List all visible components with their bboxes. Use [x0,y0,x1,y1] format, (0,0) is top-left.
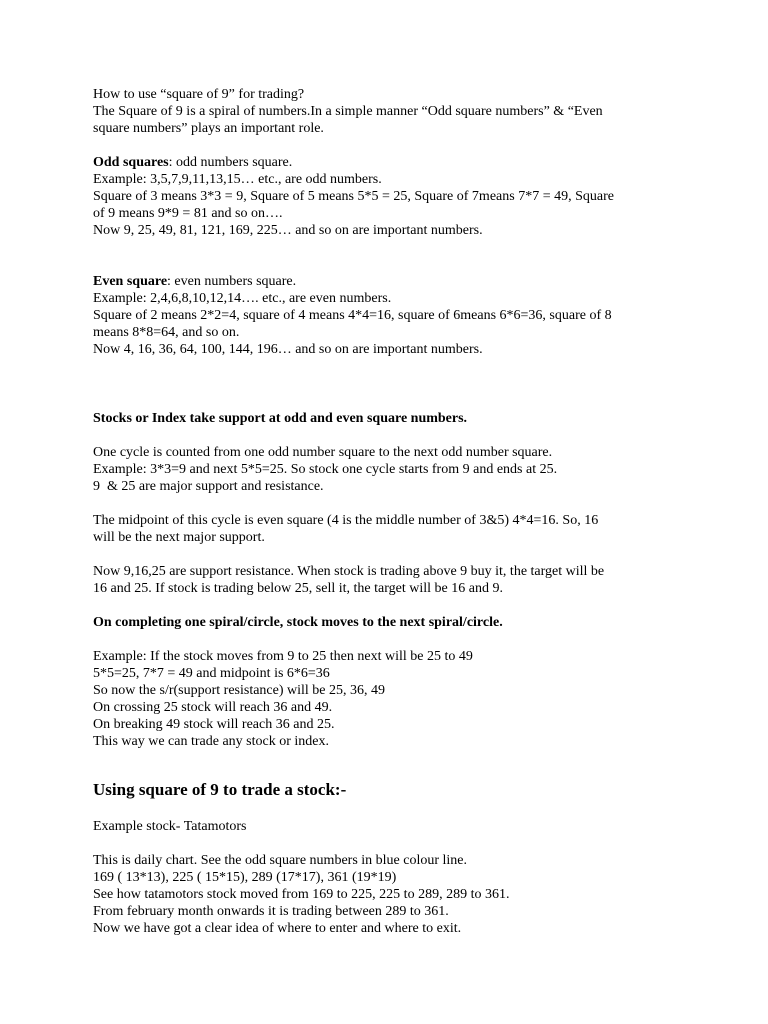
cycle-line-3: 9 & 25 are major support and resistance. [93,479,324,494]
document-body [93,86,683,937]
even-example: Example: 2,4,6,8,10,12,14…. etc., are even numbers. [93,291,392,306]
even-squares-label: Even square [93,274,168,289]
support-heading-text: Stocks or Index take support at odd and even square numbers. [93,411,468,426]
cycle-line-1: One cycle is counted from one odd number square to the next odd number square. [93,445,553,460]
cycle-paragraph [93,444,683,495]
intro-line-2: square numbers” plays an important role. [93,121,324,136]
odd-squares-label: Odd squares [93,155,169,170]
odd-squares-paragraph [93,154,683,239]
chart-text-line-1: This is daily chart. See the odd square numbers in blue colour line. [93,853,468,868]
chart-text-line-3: See how tatamotors stock moved from 169 to 225, 225 to 289, 289 to 361. [93,887,510,902]
example-2-line-2: 5*5=25, 7*7 = 49 and midpoint is 6*6=36 [93,666,330,681]
even-squares-paragraph [93,273,683,358]
cycle-line-2: Example: 3*3=9 and next 5*5=25. So stock one cycle starts from 9 and ends at 25. [93,462,558,477]
section-title: Using square of 9 to trade a stock:- [93,780,347,799]
midpoint-paragraph [93,512,683,546]
spiral-heading [93,614,683,631]
example-2-line-1: Example: If the stock moves from 9 to 25 then next will be 25 to 49 [93,649,473,664]
even-means-1: Square of 2 means 2*2=4, square of 4 means 4*4=16, square of 6means 6*6=36, square of 8 [93,308,612,323]
odd-now: Now 9, 25, 49, 81, 121, 169, 225… and so on are important numbers. [93,223,483,238]
example-2-line-6: This way we can trade any stock or index. [93,734,329,749]
trade-paragraph [93,563,683,597]
support-heading [93,410,683,427]
intro-line-1: The Square of 9 is a spiral of numbers.In a simple manner “Odd square numbers” & “Even [93,104,603,119]
even-now: Now 4, 16, 36, 64, 100, 144, 196… and so on are important numbers. [93,342,483,357]
even-squares-desc: : even numbers square. [167,274,297,289]
chart-text-line-5: Now we have got a clear idea of where to enter and where to exit. [93,921,462,936]
intro-paragraph [93,86,683,137]
trade-line-2: 16 and 25. If stock is trading below 25, sell it, the target will be 16 and 9. [93,581,503,596]
chart-description-paragraph [93,852,683,937]
odd-means-2: of 9 means 9*9 = 81 and so on…. [93,206,283,221]
example-2-line-3: So now the s/r(support resistance) will be 25, 36, 49 [93,683,386,698]
odd-squares-intro [93,154,683,171]
trade-line-1: Now 9,16,25 are support resistance. When stock is trading above 9 buy it, the target will be [93,564,605,579]
even-means-2: means 8*8=64, and so on. [93,325,240,340]
intro-question: How to use “square of 9” for trading? [93,87,305,102]
midpoint-line-1: The midpoint of this cycle is even square (4 is the middle number of 3&5) 4*4=16. So, 16 [93,513,599,528]
example-2-paragraph [93,648,683,750]
example-stock: Example stock- Tatamotors [93,819,247,834]
spiral-heading-text: On completing one spiral/circle, stock moves to the next spiral/circle. [93,615,503,630]
midpoint-line-2: will be the next major support. [93,530,265,545]
example-2-line-5: On breaking 49 stock will reach 36 and 25. [93,717,335,732]
even-squares-intro [93,273,683,290]
chart-text-line-4: From february month onwards it is trading between 289 to 361. [93,904,449,919]
odd-squares-desc: : odd numbers square. [168,155,293,170]
chart-text-line-2: 169 ( 13*13), 225 ( 15*15), 289 (17*17), 361 (19*19) [93,870,397,885]
example-2-line-4: On crossing 25 stock will reach 36 and 49. [93,700,333,715]
odd-means-1: Square of 3 means 3*3 = 9, Square of 5 means 5*5 = 25, Square of 7means 7*7 = 49, Square [93,189,614,204]
odd-example: Example: 3,5,7,9,11,13,15… etc., are odd numbers. [93,172,382,187]
